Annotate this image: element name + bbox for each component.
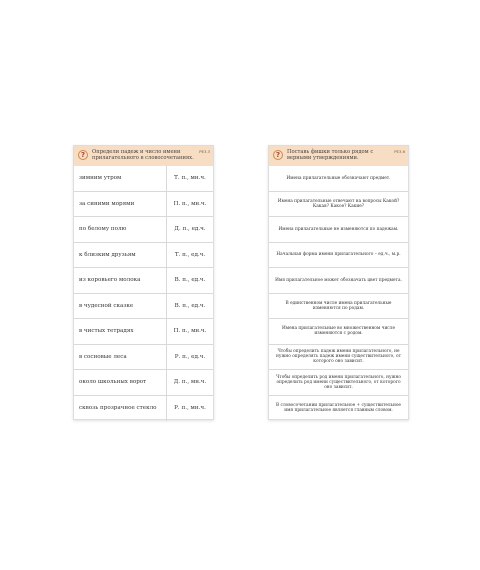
- question-icon: ?: [78, 150, 88, 160]
- card-code: РЕ3.6: [394, 149, 405, 154]
- phrase-cell: по белому полю: [74, 217, 167, 242]
- table-row: [74, 396, 213, 422]
- statement-row[interactable]: В словосочетании прилагательное + существительное имя прилагательное является главным словом.: [276, 403, 401, 414]
- phrase-cell: в чудесной сказке: [74, 294, 167, 319]
- card-header: [269, 146, 408, 166]
- case-number-card: [73, 145, 214, 420]
- statement-row[interactable]: Имена прилагательные отвечают на вопросы Какой? Какая? Какое? Какие?: [269, 192, 408, 218]
- statement-row[interactable]: Имена прилагательные не изменяются по падежам.: [269, 217, 408, 243]
- card-code: РЕ3.3: [199, 149, 210, 154]
- answer-cell[interactable]: Р. п., ед.ч.: [174, 353, 206, 360]
- phrase-cell: из коровьего молока: [74, 268, 167, 293]
- card-title: Определи падеж и число имени прилагательного в словосочетаниях.: [92, 149, 194, 161]
- phrase-table: [74, 166, 213, 421]
- table-row: [74, 192, 213, 218]
- answer-cell[interactable]: П. п., мн.ч.: [173, 200, 207, 207]
- table-row: [74, 243, 213, 269]
- table-row: [74, 294, 213, 320]
- statements-card: [268, 145, 409, 420]
- answer-cell[interactable]: Т. п., ед.ч.: [174, 251, 206, 258]
- phrase-cell: за синими морями: [74, 192, 167, 217]
- card-header: [74, 146, 213, 166]
- phrase-cell: зимним утром: [74, 166, 167, 191]
- statement-row[interactable]: Начальная форма имени прилагательного – ед.ч., м.р.: [269, 243, 408, 269]
- table-row: [74, 217, 213, 243]
- table-row: [74, 268, 213, 294]
- table-row: [74, 319, 213, 345]
- statement-row[interactable]: Имя прилагательное может обозначать цвет предмета.: [269, 268, 408, 294]
- phrase-cell: в сосновые леса: [74, 345, 167, 370]
- phrase-cell: около школьных ворот: [74, 370, 167, 395]
- phrase-cell: к близким друзьям: [74, 243, 167, 268]
- answer-cell[interactable]: В. п., ед.ч.: [174, 277, 206, 284]
- answer-cell[interactable]: Р. п., мн.ч.: [174, 405, 206, 412]
- statement-row[interactable]: Имена прилагательные обозначают предмет.: [269, 166, 408, 192]
- answer-cell[interactable]: Д. п., мн.ч.: [173, 379, 207, 386]
- question-icon: ?: [273, 150, 283, 160]
- statement-row[interactable]: Чтобы определить род имени прилагательного, нужно определить род имени существительного, от которого оно зависит.: [269, 370, 408, 396]
- table-row: [74, 345, 213, 371]
- phrase-cell: в чистых тетрадях: [74, 319, 167, 344]
- table-row: [74, 370, 213, 396]
- statement-row[interactable]: В единственном числе имена прилагательные изменяются по родам.: [269, 294, 408, 320]
- answer-cell[interactable]: В. п., ед.ч.: [174, 302, 206, 309]
- statement-row[interactable]: Имена прилагательные во множественном числе изменяются с родом.: [269, 319, 408, 345]
- answer-cell[interactable]: Д. п., ед.ч.: [174, 226, 206, 233]
- statement-row[interactable]: Чтобы определить падеж имени прилагательного, не нужно определять падеж имени существительного, от которого оно зависит.: [269, 345, 408, 371]
- phrase-cell: сквозь прозрачное стекло: [74, 396, 167, 422]
- table-row: [74, 166, 213, 192]
- statement-list: [269, 166, 408, 421]
- answer-cell[interactable]: Т. п., мн.ч.: [174, 175, 206, 182]
- card-title: Поставь фишки только рядом с верными утверждениями.: [287, 149, 374, 161]
- answer-cell[interactable]: П. п., мн.ч.: [173, 328, 207, 335]
